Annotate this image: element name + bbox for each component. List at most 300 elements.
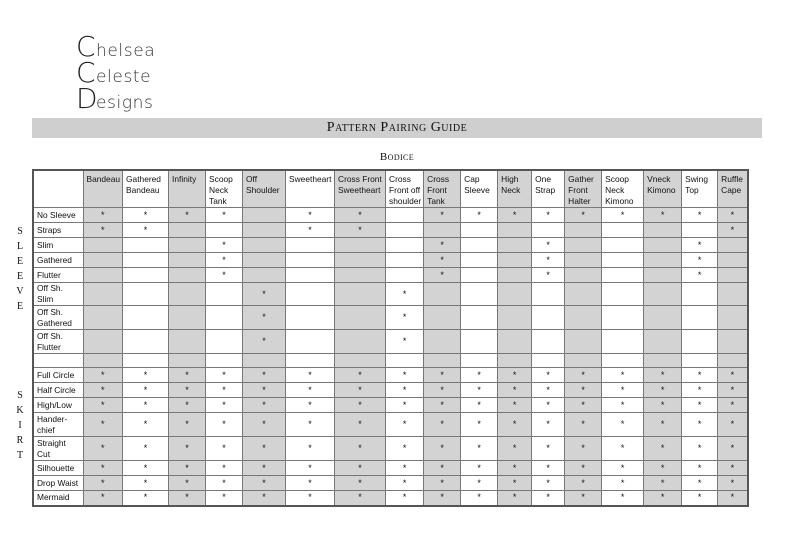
empty-cell bbox=[565, 268, 602, 283]
pairing-mark: * bbox=[83, 208, 123, 223]
pairing-mark: * bbox=[386, 330, 424, 354]
empty-cell bbox=[602, 223, 644, 238]
pairing-mark: * bbox=[386, 437, 424, 461]
pairing-mark: * bbox=[718, 413, 748, 437]
pairing-mark: * bbox=[498, 368, 532, 383]
empty-cell bbox=[718, 238, 748, 253]
pairing-mark: * bbox=[718, 476, 748, 491]
column-header: Off Shoulder bbox=[243, 170, 286, 208]
empty-cell bbox=[169, 238, 206, 253]
empty-cell bbox=[498, 354, 532, 368]
row-label: No Sleeve bbox=[33, 208, 83, 223]
pairing-mark: * bbox=[386, 306, 424, 330]
pairing-mark: * bbox=[682, 476, 718, 491]
pairing-mark: * bbox=[335, 383, 386, 398]
table-row bbox=[33, 368, 748, 383]
logo-initial-c1: C bbox=[76, 30, 96, 63]
empty-cell bbox=[461, 354, 498, 368]
pairing-mark: * bbox=[335, 437, 386, 461]
empty-cell bbox=[461, 223, 498, 238]
pairing-mark: * bbox=[386, 368, 424, 383]
column-header: Gathered Bandeau bbox=[123, 170, 169, 208]
pairing-mark: * bbox=[169, 208, 206, 223]
pairing-mark: * bbox=[243, 330, 286, 354]
empty-cell bbox=[206, 306, 243, 330]
pairing-mark: * bbox=[206, 476, 243, 491]
empty-cell bbox=[682, 283, 718, 306]
column-header: Swing Top bbox=[682, 170, 718, 208]
pairing-mark: * bbox=[532, 476, 565, 491]
pairing-mark: * bbox=[565, 461, 602, 476]
sleeve-letter: E bbox=[16, 256, 24, 267]
empty-cell bbox=[498, 253, 532, 268]
empty-cell bbox=[123, 306, 169, 330]
empty-cell bbox=[644, 283, 682, 306]
empty-cell bbox=[169, 268, 206, 283]
empty-cell bbox=[498, 306, 532, 330]
empty-cell bbox=[498, 223, 532, 238]
pairing-mark: * bbox=[682, 491, 718, 506]
table-row bbox=[33, 413, 748, 437]
pairing-mark: * bbox=[123, 208, 169, 223]
pairing-mark: * bbox=[286, 413, 335, 437]
sleeve-letter: E bbox=[16, 301, 24, 312]
pairing-mark: * bbox=[123, 413, 169, 437]
row-label: Silhouette bbox=[33, 461, 83, 476]
empty-cell bbox=[123, 283, 169, 306]
row-label: Off Sh. Flutter bbox=[33, 330, 83, 354]
pairing-mark: * bbox=[243, 368, 286, 383]
row-label: Hander- chief bbox=[33, 413, 83, 437]
empty-cell bbox=[286, 253, 335, 268]
pairing-mark: * bbox=[123, 461, 169, 476]
pairing-grid bbox=[32, 169, 749, 507]
pairing-mark: * bbox=[206, 491, 243, 506]
pairing-mark: * bbox=[718, 368, 748, 383]
pairing-mark: * bbox=[498, 491, 532, 506]
column-header: Cap Sleeve bbox=[461, 170, 498, 208]
empty-cell bbox=[565, 330, 602, 354]
pairing-mark: * bbox=[123, 383, 169, 398]
pairing-mark: * bbox=[644, 208, 682, 223]
pairing-mark: * bbox=[498, 383, 532, 398]
pairing-mark: * bbox=[532, 253, 565, 268]
empty-cell bbox=[123, 253, 169, 268]
pairing-mark: * bbox=[335, 413, 386, 437]
empty-cell bbox=[83, 253, 123, 268]
pairing-mark: * bbox=[602, 208, 644, 223]
pairing-mark: * bbox=[243, 306, 286, 330]
empty-cell bbox=[335, 306, 386, 330]
pairing-mark: * bbox=[83, 223, 123, 238]
empty-cell bbox=[602, 238, 644, 253]
row-label: Flutter bbox=[33, 268, 83, 283]
empty-cell bbox=[386, 238, 424, 253]
pairing-mark: * bbox=[532, 491, 565, 506]
bodice-section-label: Bodice bbox=[379, 151, 415, 163]
pairing-mark: * bbox=[565, 476, 602, 491]
empty-cell bbox=[461, 238, 498, 253]
empty-cell bbox=[169, 306, 206, 330]
empty-cell bbox=[718, 354, 748, 368]
pairing-mark: * bbox=[682, 437, 718, 461]
column-header: Vneck Kimono bbox=[644, 170, 682, 208]
empty-cell bbox=[83, 330, 123, 354]
pairing-mark: * bbox=[386, 461, 424, 476]
pairing-mark: * bbox=[644, 476, 682, 491]
empty-cell bbox=[386, 354, 424, 368]
pairing-mark: * bbox=[532, 461, 565, 476]
pairing-mark: * bbox=[498, 476, 532, 491]
empty-cell bbox=[602, 354, 644, 368]
column-header: Cross Front Sweetheart bbox=[335, 170, 386, 208]
pairing-mark: * bbox=[602, 491, 644, 506]
pairing-mark: * bbox=[565, 368, 602, 383]
pairing-mark: * bbox=[644, 491, 682, 506]
empty-cell bbox=[169, 330, 206, 354]
column-header: Gather Front Halter bbox=[565, 170, 602, 208]
empty-cell bbox=[169, 223, 206, 238]
column-header: High Neck bbox=[498, 170, 532, 208]
pairing-mark: * bbox=[286, 223, 335, 238]
empty-cell bbox=[565, 223, 602, 238]
pairing-mark: * bbox=[461, 461, 498, 476]
empty-cell bbox=[386, 208, 424, 223]
empty-cell bbox=[286, 268, 335, 283]
pairing-mark: * bbox=[682, 268, 718, 283]
column-header: Infinity bbox=[169, 170, 206, 208]
pairing-mark: * bbox=[682, 368, 718, 383]
pairing-mark: * bbox=[682, 398, 718, 413]
pairing-mark: * bbox=[424, 208, 461, 223]
row-label: Off Sh. Slim bbox=[33, 283, 83, 306]
row-label: Gathered bbox=[33, 253, 83, 268]
empty-cell bbox=[83, 268, 123, 283]
row-label: High/Low bbox=[33, 398, 83, 413]
empty-cell bbox=[335, 330, 386, 354]
pairing-mark: * bbox=[286, 491, 335, 506]
pairing-mark: * bbox=[532, 268, 565, 283]
empty-cell bbox=[461, 253, 498, 268]
empty-cell bbox=[386, 223, 424, 238]
pairing-mark: * bbox=[498, 437, 532, 461]
empty-cell bbox=[243, 268, 286, 283]
empty-cell bbox=[83, 238, 123, 253]
empty-cell bbox=[83, 283, 123, 306]
pairing-mark: * bbox=[498, 461, 532, 476]
pairing-mark: * bbox=[682, 238, 718, 253]
empty-cell bbox=[532, 354, 565, 368]
empty-cell bbox=[532, 223, 565, 238]
empty-cell bbox=[718, 253, 748, 268]
empty-cell bbox=[602, 330, 644, 354]
skirt-letter: I bbox=[18, 420, 22, 431]
empty-cell bbox=[498, 283, 532, 306]
empty-cell bbox=[169, 354, 206, 368]
sleeve-side-label bbox=[14, 224, 26, 314]
page-title: Pattern Pairing Guide bbox=[326, 120, 468, 135]
empty-cell bbox=[565, 238, 602, 253]
pairing-mark: * bbox=[386, 383, 424, 398]
pairing-mark: * bbox=[169, 461, 206, 476]
column-header: One Strap bbox=[532, 170, 565, 208]
row-label: Mermaid bbox=[33, 491, 83, 506]
skirt-letter: T bbox=[16, 450, 24, 461]
pairing-mark: * bbox=[123, 476, 169, 491]
pairing-mark: * bbox=[424, 413, 461, 437]
pairing-mark: * bbox=[83, 437, 123, 461]
pairing-mark: * bbox=[718, 208, 748, 223]
pairing-mark: * bbox=[718, 491, 748, 506]
empty-cell bbox=[335, 283, 386, 306]
empty-cell bbox=[461, 330, 498, 354]
row-label: Drop Waist bbox=[33, 476, 83, 491]
pairing-mark: * bbox=[169, 413, 206, 437]
empty-cell bbox=[682, 330, 718, 354]
pairing-mark: * bbox=[532, 208, 565, 223]
pairing-mark: * bbox=[286, 208, 335, 223]
column-header: Scoop Neck Tank bbox=[206, 170, 243, 208]
pairing-mark: * bbox=[644, 398, 682, 413]
sleeve-letter: E bbox=[16, 271, 24, 282]
table-row bbox=[33, 476, 748, 491]
empty-cell bbox=[461, 283, 498, 306]
logo-word-designs: esigns bbox=[96, 93, 154, 113]
column-header: Scoop Neck Kimono bbox=[602, 170, 644, 208]
empty-cell bbox=[386, 268, 424, 283]
empty-cell bbox=[169, 253, 206, 268]
pairing-mark: * bbox=[532, 413, 565, 437]
empty-cell bbox=[424, 306, 461, 330]
pairing-mark: * bbox=[123, 437, 169, 461]
column-header: Cross Front Tank bbox=[424, 170, 461, 208]
empty-cell bbox=[243, 238, 286, 253]
pairing-mark: * bbox=[682, 253, 718, 268]
pairing-mark: * bbox=[424, 398, 461, 413]
pairing-mark: * bbox=[335, 476, 386, 491]
empty-cell bbox=[169, 283, 206, 306]
table-row bbox=[33, 383, 748, 398]
empty-cell bbox=[123, 238, 169, 253]
pairing-mark: * bbox=[424, 461, 461, 476]
pairing-mark: * bbox=[286, 461, 335, 476]
pairing-mark: * bbox=[286, 437, 335, 461]
brand-logo bbox=[76, 30, 276, 115]
empty-cell bbox=[424, 283, 461, 306]
pairing-mark: * bbox=[602, 383, 644, 398]
table-row bbox=[33, 461, 748, 476]
pairing-mark: * bbox=[286, 476, 335, 491]
pairing-mark: * bbox=[461, 208, 498, 223]
pairing-mark: * bbox=[565, 413, 602, 437]
pairing-mark: * bbox=[532, 238, 565, 253]
empty-cell bbox=[644, 253, 682, 268]
empty-cell bbox=[243, 223, 286, 238]
row-label: Half Circle bbox=[33, 383, 83, 398]
table-row bbox=[33, 306, 748, 330]
empty-cell bbox=[335, 268, 386, 283]
pairing-mark: * bbox=[461, 413, 498, 437]
row-label: Straps bbox=[33, 223, 83, 238]
empty-cell bbox=[206, 283, 243, 306]
empty-cell bbox=[206, 330, 243, 354]
table-row bbox=[33, 330, 748, 354]
empty-cell bbox=[286, 354, 335, 368]
header-corner bbox=[33, 170, 83, 208]
skirt-letter: R bbox=[16, 435, 24, 446]
logo-line-1 bbox=[76, 30, 276, 63]
pairing-mark: * bbox=[424, 383, 461, 398]
pairing-mark: * bbox=[498, 208, 532, 223]
pairing-mark: * bbox=[718, 383, 748, 398]
pairing-mark: * bbox=[335, 223, 386, 238]
pairing-mark: * bbox=[602, 398, 644, 413]
pairing-mark: * bbox=[206, 238, 243, 253]
pairing-mark: * bbox=[169, 383, 206, 398]
row-label bbox=[33, 354, 83, 368]
pairing-mark: * bbox=[498, 398, 532, 413]
pairing-mark: * bbox=[169, 368, 206, 383]
pairing-mark: * bbox=[461, 476, 498, 491]
pairing-mark: * bbox=[602, 461, 644, 476]
pairing-mark: * bbox=[243, 476, 286, 491]
pairing-mark: * bbox=[718, 223, 748, 238]
logo-line-3 bbox=[76, 82, 276, 115]
empty-cell bbox=[532, 306, 565, 330]
pairing-mark: * bbox=[169, 476, 206, 491]
empty-cell bbox=[565, 354, 602, 368]
pairing-mark: * bbox=[498, 413, 532, 437]
pairing-mark: * bbox=[644, 461, 682, 476]
pairing-mark: * bbox=[718, 437, 748, 461]
empty-cell bbox=[644, 330, 682, 354]
pairing-mark: * bbox=[386, 283, 424, 306]
pairing-mark: * bbox=[424, 437, 461, 461]
pairing-mark: * bbox=[206, 368, 243, 383]
empty-cell bbox=[424, 330, 461, 354]
pairing-mark: * bbox=[424, 238, 461, 253]
sleeve-letter: V bbox=[16, 286, 24, 297]
pairing-mark: * bbox=[206, 413, 243, 437]
pairing-mark: * bbox=[644, 368, 682, 383]
pairing-mark: * bbox=[123, 491, 169, 506]
pairing-mark: * bbox=[83, 461, 123, 476]
pairing-mark: * bbox=[424, 253, 461, 268]
table-row bbox=[33, 398, 748, 413]
table-row bbox=[33, 223, 748, 238]
pairing-mark: * bbox=[206, 461, 243, 476]
pairing-mark: * bbox=[461, 383, 498, 398]
empty-cell bbox=[424, 354, 461, 368]
table-row bbox=[33, 238, 748, 253]
empty-cell bbox=[243, 253, 286, 268]
row-label: Off Sh. Gathered bbox=[33, 306, 83, 330]
pairing-mark: * bbox=[286, 368, 335, 383]
empty-cell bbox=[498, 238, 532, 253]
pairing-mark: * bbox=[565, 437, 602, 461]
pairing-mark: * bbox=[718, 398, 748, 413]
row-label: Straight Cut bbox=[33, 437, 83, 461]
empty-cell bbox=[83, 354, 123, 368]
column-header: Bandeau bbox=[83, 170, 123, 208]
empty-cell bbox=[498, 268, 532, 283]
pairing-mark: * bbox=[243, 437, 286, 461]
pairing-mark: * bbox=[83, 383, 123, 398]
pairing-mark: * bbox=[386, 476, 424, 491]
pairing-mark: * bbox=[461, 398, 498, 413]
empty-cell bbox=[565, 283, 602, 306]
empty-cell bbox=[335, 354, 386, 368]
pairing-mark: * bbox=[386, 413, 424, 437]
pairing-mark: * bbox=[602, 368, 644, 383]
pairing-mark: * bbox=[169, 398, 206, 413]
empty-cell bbox=[644, 354, 682, 368]
empty-cell bbox=[644, 238, 682, 253]
pairing-mark: * bbox=[169, 491, 206, 506]
pairing-mark: * bbox=[206, 437, 243, 461]
empty-cell bbox=[644, 306, 682, 330]
pairing-mark: * bbox=[206, 268, 243, 283]
pairing-mark: * bbox=[565, 398, 602, 413]
pairing-mark: * bbox=[644, 437, 682, 461]
pairing-mark: * bbox=[565, 383, 602, 398]
empty-cell bbox=[286, 283, 335, 306]
logo-initial-d: D bbox=[76, 82, 98, 115]
pairing-mark: * bbox=[461, 368, 498, 383]
pairing-mark: * bbox=[286, 383, 335, 398]
table-row bbox=[33, 268, 748, 283]
empty-cell bbox=[644, 223, 682, 238]
empty-cell bbox=[718, 283, 748, 306]
pairing-mark: * bbox=[243, 398, 286, 413]
empty-cell bbox=[123, 354, 169, 368]
pairing-mark: * bbox=[602, 413, 644, 437]
pairing-mark: * bbox=[169, 437, 206, 461]
empty-cell bbox=[286, 306, 335, 330]
pairing-mark: * bbox=[602, 476, 644, 491]
empty-cell bbox=[532, 283, 565, 306]
empty-cell bbox=[718, 330, 748, 354]
empty-cell bbox=[498, 330, 532, 354]
table-row bbox=[33, 208, 748, 223]
pairing-mark: * bbox=[335, 368, 386, 383]
row-label: Slim bbox=[33, 238, 83, 253]
empty-cell bbox=[206, 354, 243, 368]
empty-cell bbox=[243, 208, 286, 223]
sleeve-letter: L bbox=[16, 241, 24, 252]
empty-cell bbox=[682, 223, 718, 238]
pairing-mark: * bbox=[123, 398, 169, 413]
empty-cell bbox=[602, 268, 644, 283]
table-row bbox=[33, 354, 748, 368]
logo-word-celeste: eleste bbox=[96, 67, 152, 87]
pairing-mark: * bbox=[123, 368, 169, 383]
table-row bbox=[33, 437, 748, 461]
empty-cell bbox=[206, 223, 243, 238]
pairing-mark: * bbox=[532, 368, 565, 383]
pairing-mark: * bbox=[243, 283, 286, 306]
pairing-mark: * bbox=[83, 368, 123, 383]
empty-cell bbox=[83, 306, 123, 330]
pairing-mark: * bbox=[602, 437, 644, 461]
logo-line-2 bbox=[76, 56, 276, 89]
pairing-mark: * bbox=[565, 208, 602, 223]
pairing-mark: * bbox=[644, 383, 682, 398]
pairing-mark: * bbox=[424, 476, 461, 491]
skirt-letter: S bbox=[17, 390, 23, 401]
empty-cell bbox=[718, 268, 748, 283]
pairing-mark: * bbox=[424, 368, 461, 383]
